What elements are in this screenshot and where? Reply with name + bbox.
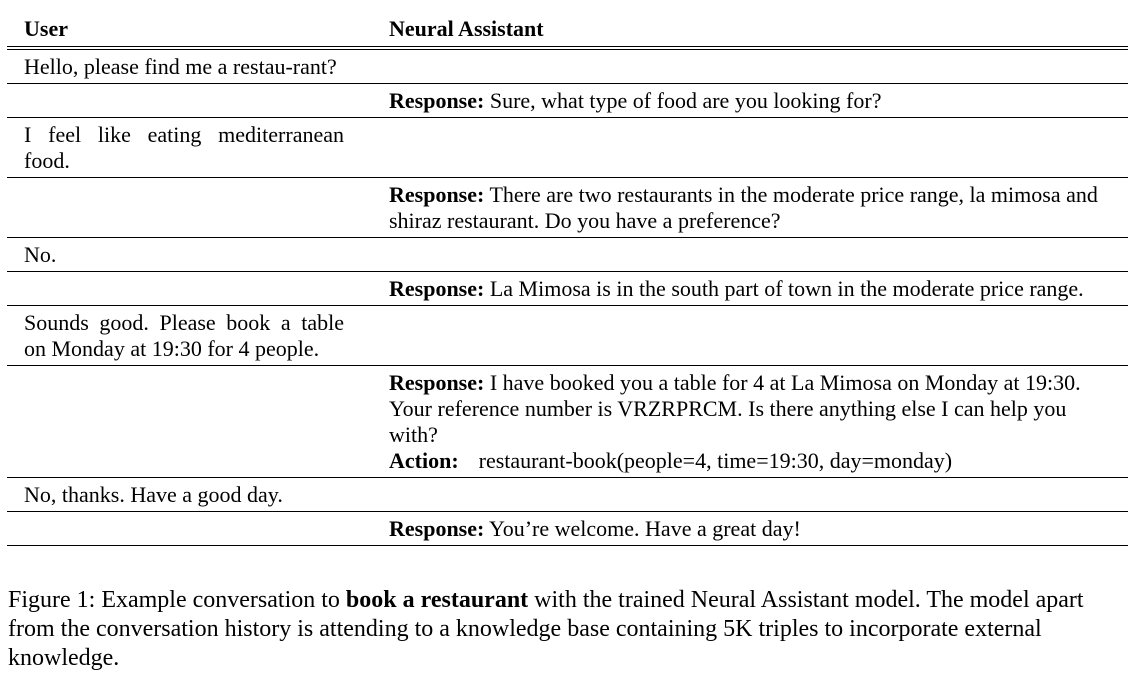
- table-row-user: [7, 238, 1128, 272]
- assistant-cell: [372, 178, 1128, 238]
- caption-bold-phrase: book a restaurant: [345, 587, 529, 613]
- response-label: Response:: [389, 182, 485, 207]
- table-row-user: [7, 118, 1128, 178]
- response-label: Response:: [389, 88, 485, 113]
- user-cell: [7, 238, 372, 272]
- table-row-user: [7, 478, 1128, 512]
- user-utterance: Hello, please find me a restau-rant?: [24, 54, 337, 79]
- user-utterance: I feel like eating mediterranean food.: [24, 122, 344, 173]
- table-row-assistant: [7, 512, 1128, 546]
- figure-caption: [8, 586, 1118, 673]
- table-row-assistant: [7, 272, 1128, 306]
- table-row-assistant: [7, 84, 1128, 118]
- conversation-table-container: [7, 14, 1128, 546]
- user-cell: [7, 118, 372, 178]
- conversation-table: [7, 14, 1128, 546]
- assistant-response: I have booked you a table for 4 at La Mimosa on Monday at 19:30. Your reference number is VRZRPRCM. Is there anything else I can help you with?: [389, 370, 1081, 447]
- assistant-cell: [372, 512, 1128, 546]
- assistant-response: La Mimosa is in the south part of town in the moderate price range.: [489, 276, 1084, 301]
- assistant-response: Sure, what type of food are you looking for?: [489, 88, 882, 113]
- user-utterance: Sounds good. Please book a table on Monday at 19:30 for 4 people.: [24, 310, 344, 361]
- caption-suffix: with the trained Neural Assistant model. The model apart from the conversation history is attending to a knowledge base containing 5K triples to incorporate external knowledge.: [8, 587, 1084, 671]
- table-row-assistant: [7, 178, 1128, 238]
- user-cell: [7, 306, 372, 366]
- table-row-user: [7, 306, 1128, 366]
- table-row-assistant: [7, 366, 1128, 478]
- empty-user-cell: [7, 512, 372, 546]
- empty-assistant-cell: [372, 118, 1128, 178]
- assistant-cell: [372, 366, 1128, 478]
- empty-assistant-cell: [372, 238, 1128, 272]
- caption-prefix: Figure 1: Example conversation to: [8, 587, 346, 613]
- assistant-cell: [372, 84, 1128, 118]
- response-label: Response:: [389, 516, 485, 541]
- assistant-response: You’re welcome. Have a great day!: [489, 516, 801, 541]
- assistant-action: restaurant-book(people=4, time=19:30, day=monday): [478, 448, 953, 473]
- empty-assistant-cell: [372, 306, 1128, 366]
- user-utterance: No, thanks. Have a good day.: [24, 482, 283, 507]
- user-cell: [7, 478, 372, 512]
- response-label: Response:: [389, 276, 485, 301]
- empty-user-cell: [7, 272, 372, 306]
- empty-user-cell: [7, 366, 372, 478]
- empty-assistant-cell: [372, 48, 1128, 84]
- table-row-user: [7, 48, 1128, 84]
- action-label: Action:: [389, 448, 459, 473]
- header-assistant: Neural Assistant: [372, 14, 1128, 48]
- header-user: User: [7, 14, 372, 48]
- response-label: Response:: [389, 370, 485, 395]
- assistant-cell: [372, 272, 1128, 306]
- table-header-row: [7, 14, 1128, 48]
- empty-user-cell: [7, 178, 372, 238]
- assistant-response: There are two restaurants in the moderate price range, la mimosa and shiraz restaurant. Do you have a preference?: [389, 182, 1098, 233]
- empty-assistant-cell: [372, 478, 1128, 512]
- user-utterance: No.: [24, 242, 57, 267]
- empty-user-cell: [7, 84, 372, 118]
- user-cell: [7, 48, 372, 84]
